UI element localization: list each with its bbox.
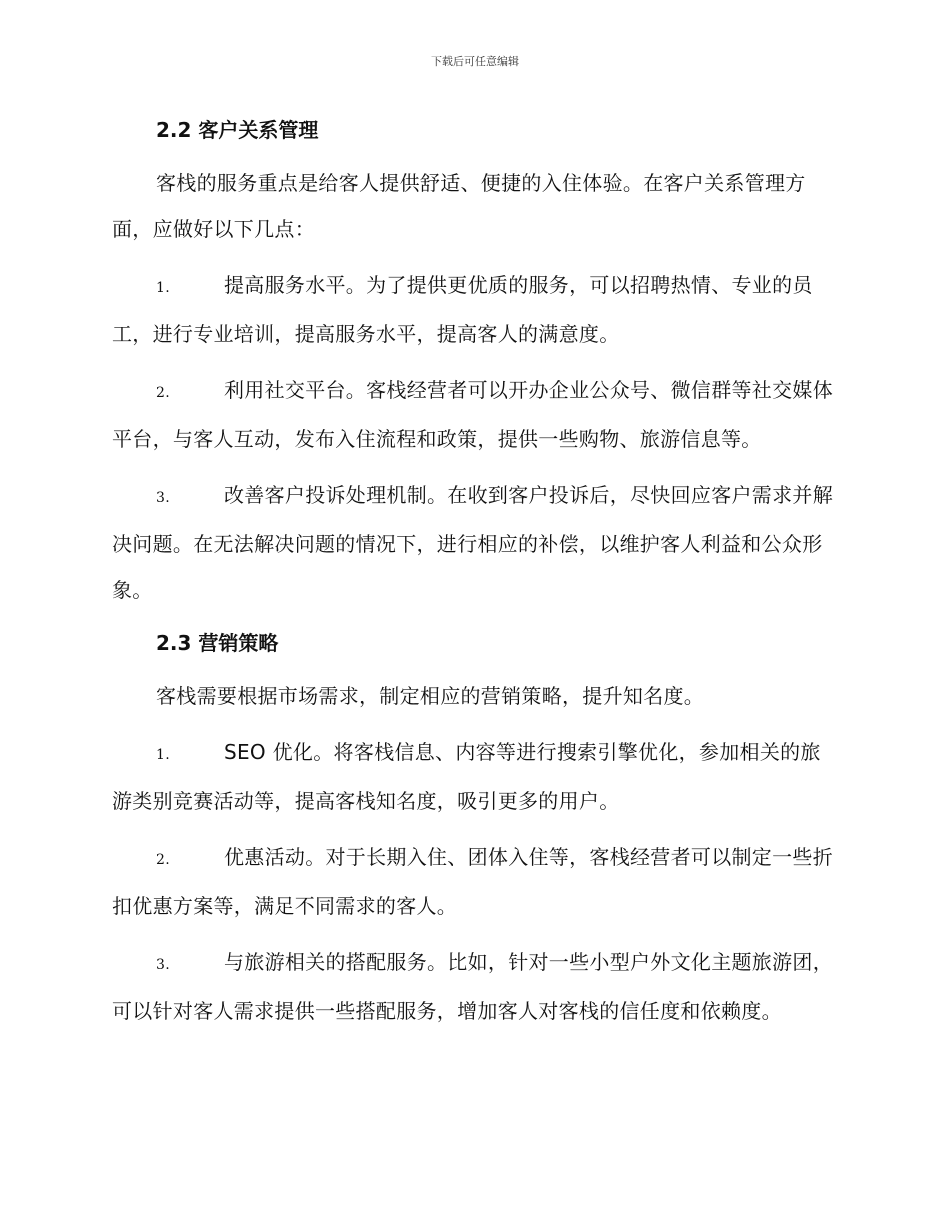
list-item-text: SEO 优化。将客栈信息、内容等进行搜索引擎优化，参加相关的旅游类别竞赛活动等，提高客栈知名度，吸引更多的用户。 (112, 740, 821, 813)
list-item (112, 262, 834, 357)
list-item (112, 367, 834, 462)
list-item-text: 改善客户投诉处理机制。在收到客户投诉后，尽快回应客户需求并解决问题。在无法解决问题的情况下，进行相应的补偿，以维护客人利益和公众形象。 (112, 483, 833, 602)
list-item-number: 2. (156, 852, 170, 868)
list-item-number: 1. (156, 747, 170, 763)
document-body (112, 110, 834, 1034)
list-item-number: 1. (156, 280, 170, 296)
list-item-text: 利用社交平台。客栈经营者可以开办企业公众号、微信群等社交媒体平台，与客人互动，发布入住流程和政策，提供一些购物、旅游信息等。 (112, 378, 833, 451)
list-item-number: 3. (156, 490, 170, 506)
list-item (112, 729, 834, 824)
list-item-text: 优惠活动。对于长期入住、团体入住等，客栈经营者可以制定一些折扣优惠方案等，满足不同需求的客人。 (112, 845, 833, 918)
page-header-note: 下载后可任意编辑 (431, 55, 519, 68)
list-item (112, 939, 834, 1034)
list-item-text: 与旅游相关的搭配服务。比如，针对一些小型户外文化主题旅游团，可以针对客人需求提供一些搭配服务，增加客人对客栈的信任度和依赖度。 (112, 950, 833, 1023)
list-item-text: 提高服务水平。为了提供更优质的服务，可以招聘热情、专业的员工，进行专业培训，提高服务水平，提高客人的满意度。 (112, 273, 813, 346)
section-intro-marketing: 客栈需要根据市场需求，制定相应的营销策略，提升知名度。 (156, 684, 705, 708)
section-heading-marketing: 2.3 营销策略 (156, 631, 279, 655)
section-intro-crm: 客栈的服务重点是给客人提供舒适、便捷的入住体验。在客户关系管理方面，应做好以下几点： (112, 171, 806, 241)
section-heading-crm: 2.2 客户关系管理 (156, 118, 319, 142)
list-item (112, 472, 834, 613)
list-item (112, 834, 834, 929)
list-item-number: 3. (156, 957, 170, 973)
list-item-number: 2. (156, 385, 170, 401)
